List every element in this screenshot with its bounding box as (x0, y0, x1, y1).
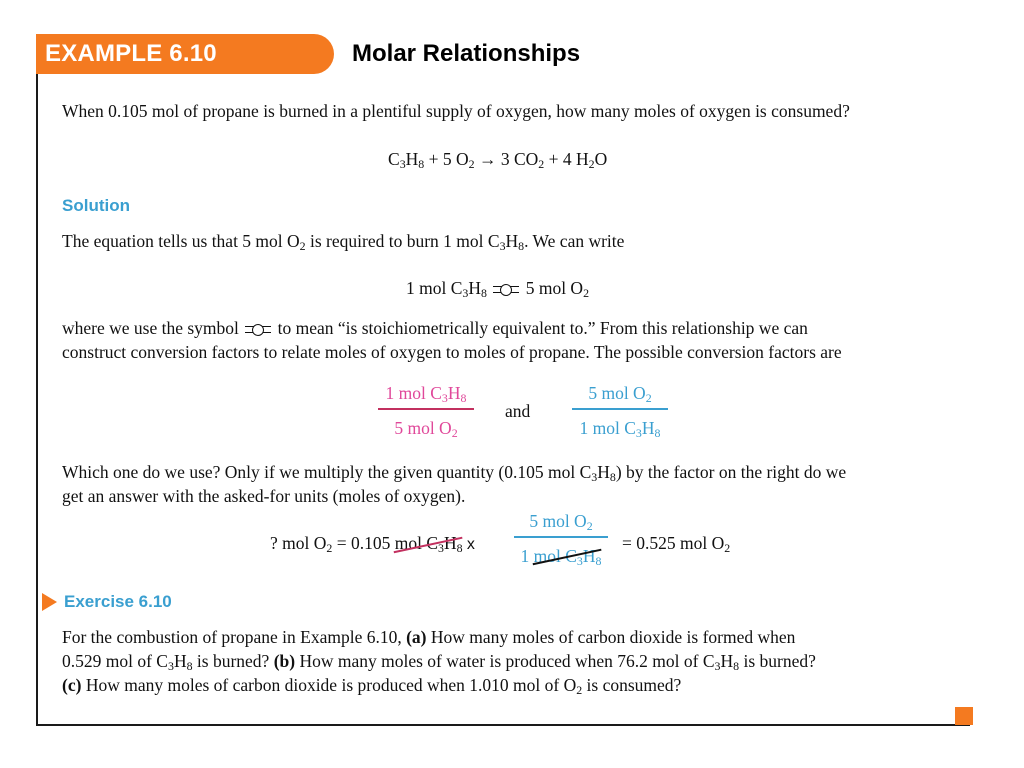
equivalence-statement: 1 mol $C_3H_8$ 5 mol $O_2$ (406, 278, 590, 300)
and-label: and (505, 401, 531, 421)
solution-paragraph-2-line-1: where we use the symbol to mean “is stoichiometrically equivalent to.” From this relationship we can (62, 318, 808, 338)
fraction-bar (572, 408, 668, 410)
fraction-bar (378, 408, 474, 410)
solution-paragraph-3-line-1: Which one do we use? Only if we multiply the given quantity (0.105 mol $C_3H_8$) by the factor on the right do we (62, 462, 847, 484)
fraction-bar (514, 536, 608, 538)
stoichiometric-equivalence-icon (245, 324, 271, 336)
solution-paragraph-3-line-2: get an answer with the asked-for units (moles of oxygen). (62, 486, 466, 506)
exercise-line-2: 0.529 mol of $C_3H_8$ is burned? (b) How many moles of water is produced when 76.2 mol of $C_3H_8$ is burned? (62, 651, 816, 673)
reaction-equation: $C_3H_8 + 5$ $O_2 \to 3$ $CO_2 + 4$ $H_2O$ (388, 149, 608, 171)
calculation-factor: 5 mol $O_2$ 1 mol $C_3H$ $_8$ (514, 509, 608, 568)
exercise-heading: Exercise 6.10 (64, 592, 172, 611)
exercise-arrow-icon (42, 593, 57, 611)
calculation-lhs: ? mol $O_2 = 0.105$ mol $C_3H$ $_8$ x (270, 533, 475, 555)
example-banner (36, 34, 334, 74)
solution-paragraph-2-line-2: construct conversion factors to relate moles of oxygen to moles of propane. The possible conversion factors are (62, 342, 842, 362)
corner-accent-square (955, 707, 973, 725)
exercise-line-3: (c) How many moles of carbon dioxide is produced when 1.010 mol of $O_2$ is consumed? (62, 675, 682, 697)
times-sign: x (466, 536, 475, 553)
frame-left-border (36, 34, 38, 726)
example-label: EXAMPLE 6.10 (45, 40, 217, 67)
calculation-result: = 0.525 mol $O_2$ (622, 533, 731, 555)
conversion-factor-left: 1 mol $C_3H_8$ 5 mol $O_2$ (378, 381, 474, 440)
cancelled-unit: mol $C_3H$ (534, 544, 596, 568)
frame-bottom-border (36, 724, 970, 726)
solution-heading: Solution (62, 196, 130, 215)
solution-paragraph-1: The equation tells us that 5 mol $O_2$ is required to burn 1 mol $C_3H_8$. We can write (62, 231, 625, 253)
page-title: Molar Relationships (352, 40, 581, 67)
stoichiometric-equivalence-icon (493, 284, 519, 296)
conversion-factor-right: 5 mol $O_2$ 1 mol $C_3H_8$ (572, 381, 668, 440)
cancelled-unit: mol $C_3H$ (395, 533, 457, 554)
exercise-line-1: For the combustion of propane in Example 6.10, (a) How many moles of carbon dioxide is formed when (62, 627, 796, 647)
question-text: When 0.105 mol of propane is burned in a plentiful supply of oxygen, how many moles of oxygen is consumed? (62, 101, 850, 121)
